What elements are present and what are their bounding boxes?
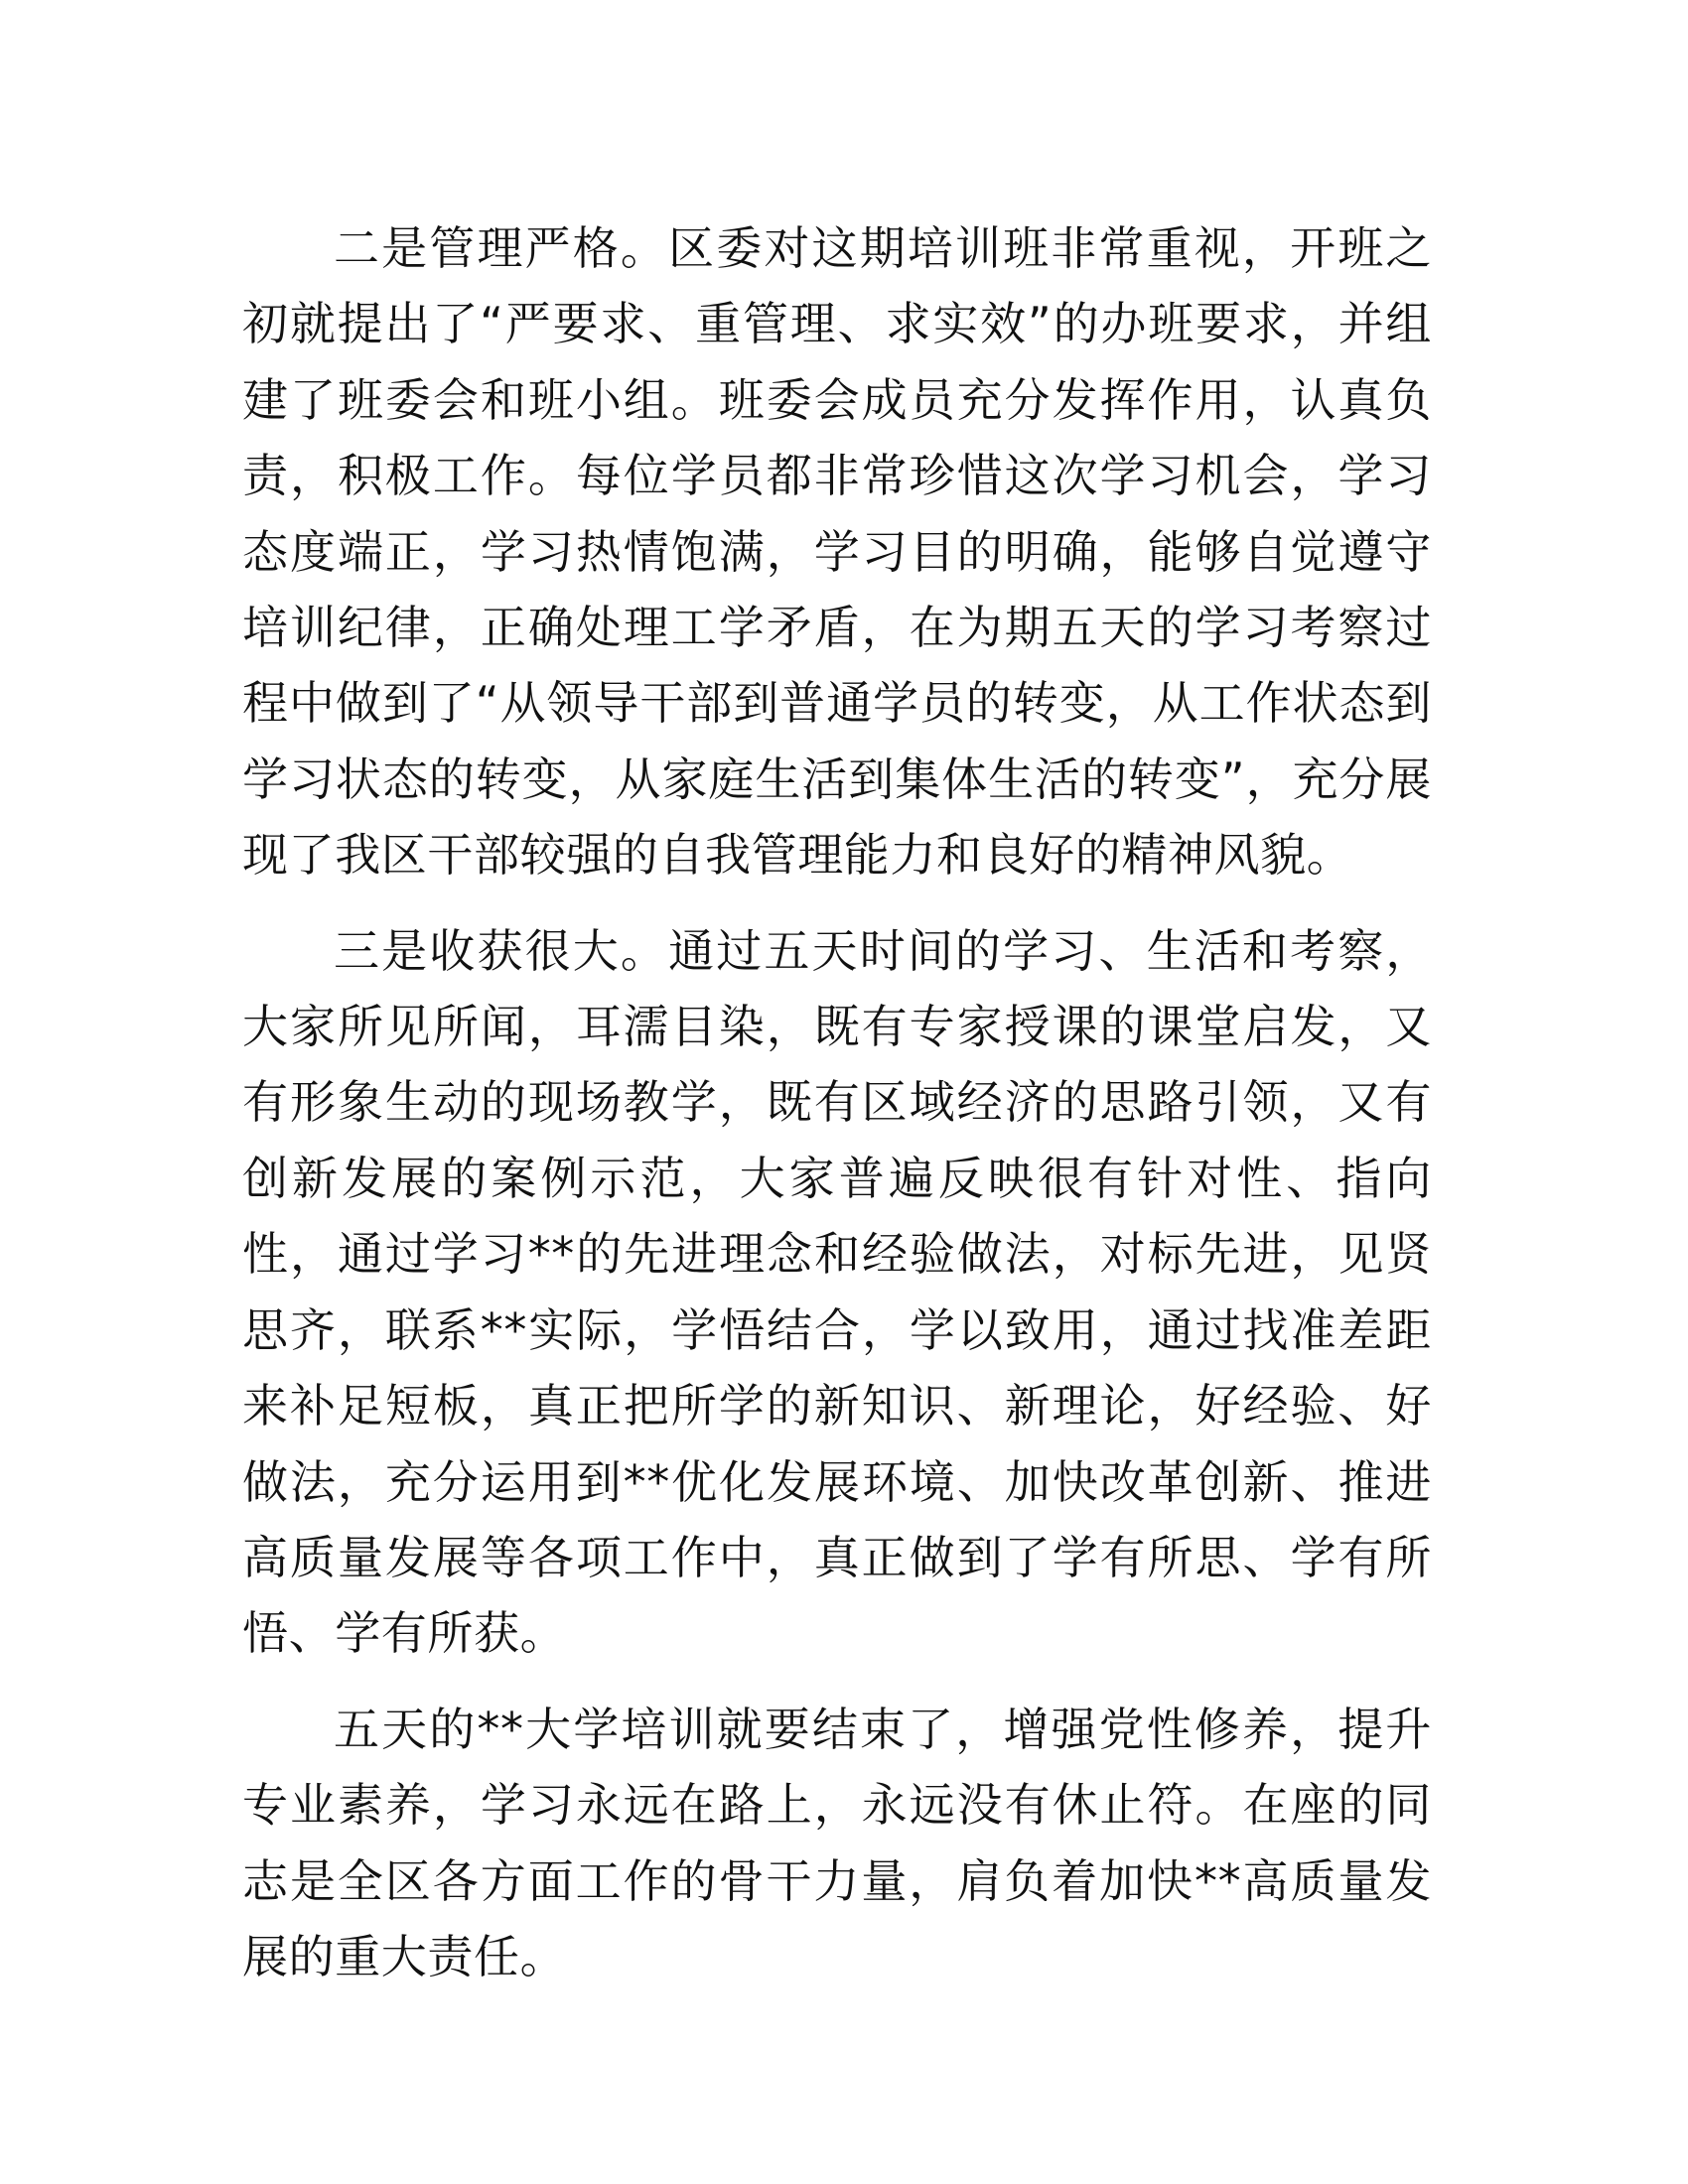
paragraph-gains: 三是收获很大。通过五天时间的学习、生活和考察，大家所见所闻，耳濡目染，既有专家授课的课堂启发，又有形象生动的现场教学，既有区域经济的思路引领，又有创新发展的案例示范，大家普遍反映很有针对性、指向性，通过学习**的先进理念和经验做法，对标先进，见贤思齐，联系**实际，学悟结合，学以致用，通过找准差距来补足短板，真正把所学的新知识、新理论，好经验、好做法，充分运用到**优化发展环境、加快改革创新、推进高质量发展等各项工作中，真正做到了学有所思、学有所悟、学有所获。 [242,923,1432,1661]
paragraph-closing: 五天的**大学培训就要结束了，增强党性修养，提升专业素养，学习永远在路上，永远没有休止符。在座的同志是全区各方面工作的骨干力量，肩负着加快**高质量发展的重大责任。 [242,1702,1432,1983]
paragraph-management: 二是管理严格。区委对这期培训班非常重视，开班之初就提出了“严要求、重管理、求实效”的办班要求，并组建了班委会和班小组。班委会成员充分发挥作用，认真负责，积极工作。每位学员都非常珍惜这次学习机会，学习态度端正，学习热情饱满，学习目的明确，能够自觉遵守培训纪律，正确处理工学矛盾，在为期五天的学习考察过程中做到了“从领导干部到普通学员的转变，从工作状态到学习状态的转变，从家庭生活到集体生活的转变”，充分展现了我区干部较强的自我管理能力和良好的精神风貌。 [242,221,1432,883]
document-body [242,210,1432,2014]
